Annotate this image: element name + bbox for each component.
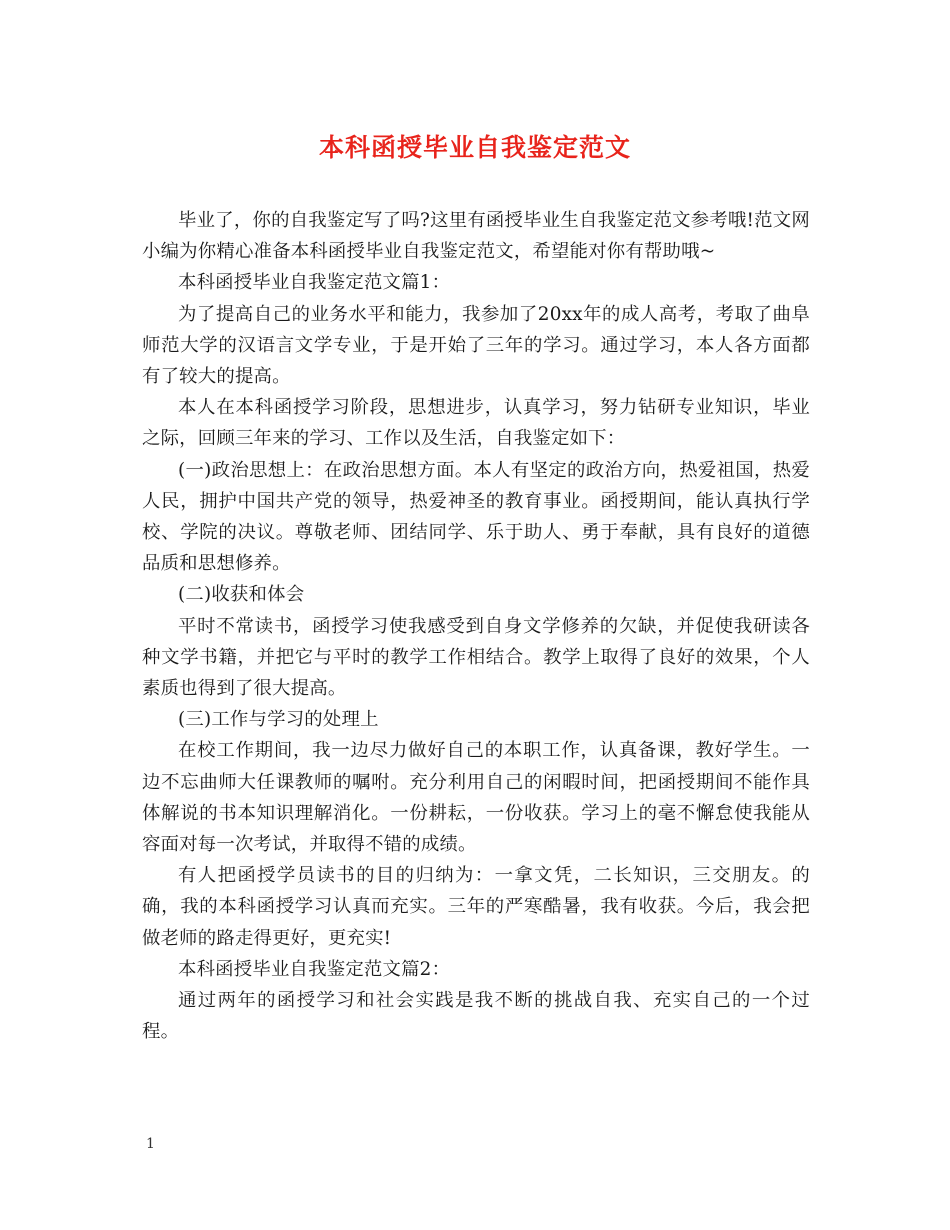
subheading: (二)收获和体会 [178,584,305,606]
paragraph: 通过两年的函授学习和社会实践是我不断的挑战自我、充实自己的一个过程。 [142,990,810,1043]
paragraph: 平时不常读书，函授学习使我感受到自身文学修养的欠缺，并促使我研读各种文学书籍，并把它与平时的教学工作相结合。教学上取得了良好的效果，个人素质也得到了很大提高。 [142,615,810,700]
paragraph: 有人把函授学员读书的目的归纳为：一拿文凭，二长知识，三交朋友。的确，我的本科函授学习认真而充实。三年的严寒酷暑，我有收获。今后，我会把做老师的路走得更好，更充实! [142,865,810,949]
section-heading-1: 本科函授毕业自我鉴定范文篇1： [178,272,451,294]
page-number: 1 [146,1136,155,1152]
paragraph: 为了提高自己的业务水平和能力，我参加了20xx年的成人高考，考取了曲阜师范大学的汉语言文学专业，于是开始了三年的学习。通过学习，本人各方面都有了较大的提高。 [142,303,810,388]
paragraph: 本人在本科函授学习阶段，思想进步，认真学习，努力钻研专业知识，毕业之际，回顾三年来的学习、工作以及生活，自我鉴定如下： [142,397,810,450]
paragraph: (一)政治思想上：在政治思想方面。本人有坚定的政治方向，热爱祖国，热爱人民，拥护中国共产党的领导，热爱神圣的教育事业。函授期间，能认真执行学校、学院的决议。尊敬老师、团结同学、乐于助人、勇于奉献，具有良好的道德品质和思想修养。 [142,459,810,575]
section-heading-2: 本科函授毕业自我鉴定范文篇2： [178,958,451,980]
paragraph-intro: 毕业了，你的自我鉴定写了吗?这里有函授毕业生自我鉴定范文参考哦!范文网小编为你精心准备本科函授毕业自我鉴定范文，希望能对你有帮助哦~ [142,210,810,263]
subheading: (三)工作与学习的处理上 [178,709,379,731]
document-body [142,205,810,1047]
paragraph: 在校工作期间，我一边尽力做好自己的本职工作，认真备课，教好学生。一边不忘曲师大任课教师的嘱咐。充分利用自己的闲暇时间，把函授期间不能作具体解说的书本知识理解消化。一份耕耘，一份收获。学习上的毫不懈怠使我能从容面对每一次考试，并取得不错的成绩。 [142,740,810,856]
document-title: 本科函授毕业自我鉴定范文 [318,133,631,162]
